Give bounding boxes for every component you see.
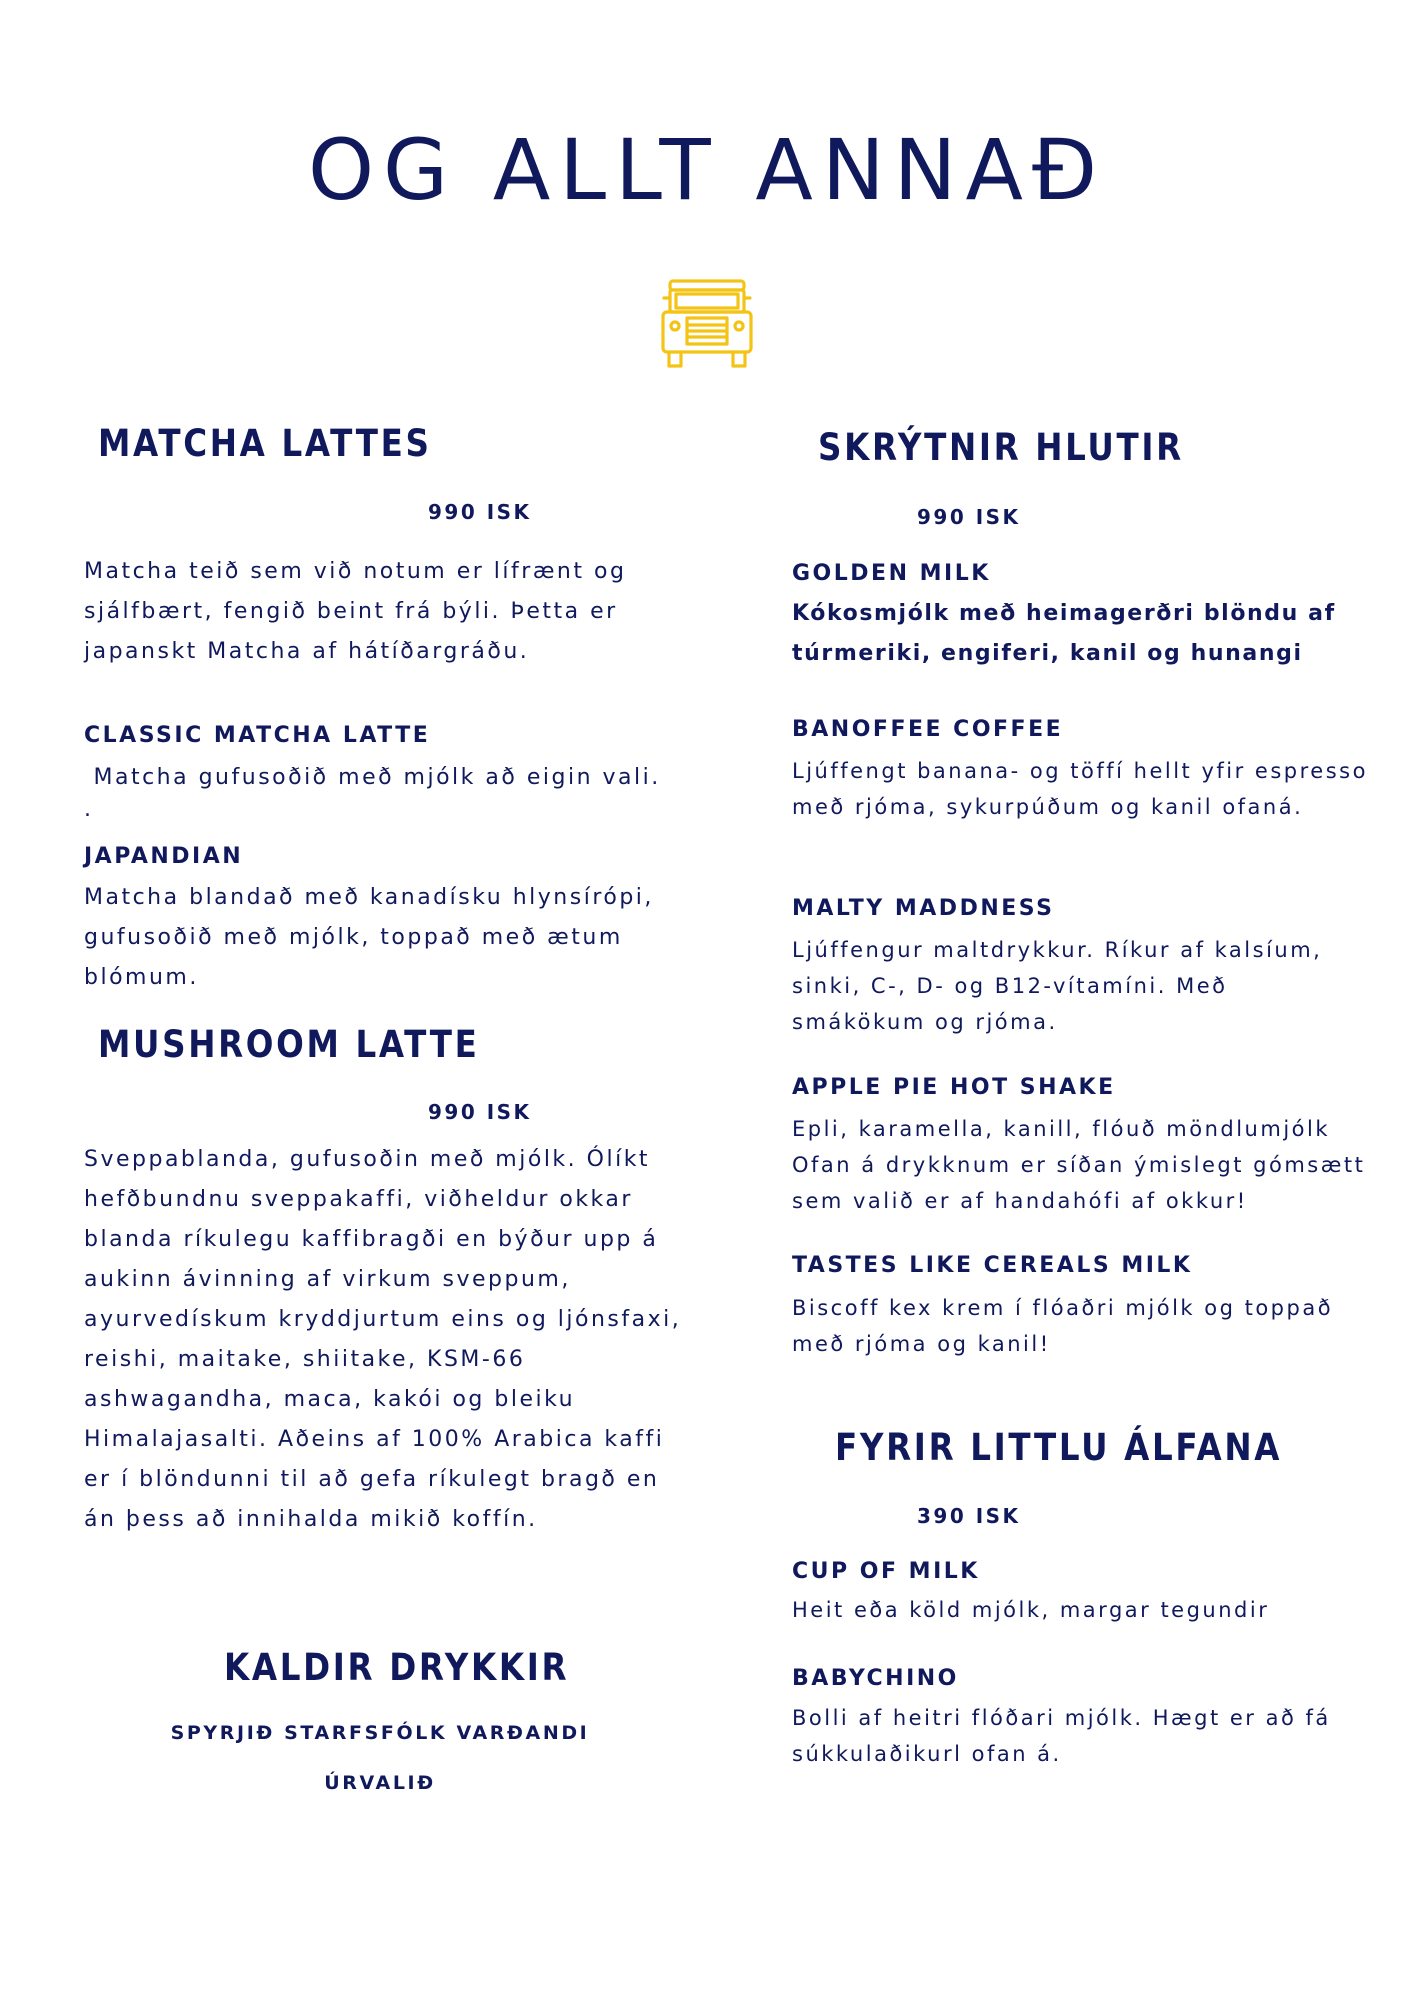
menu-item-name: BANOFFEE COFFEE — [792, 717, 1064, 742]
mushroom-desc: Sveppablanda, gufusoðin með mjólk. Ólíkt hefðbundnu sveppakaffi, viðheldur okkar blanda ríkulegu kaffibragði en býður upp á aukinn ávinning af virkum sveppum, ayurvedískum kryddjurtum eins og ljónsfaxi, reishi, maitake, shiitake, KSM-66 ashwagandha, maca, kakói og bleiku Himalajasalti. Aðeins af 100% Arabica kaffi er í blöndunni til að gefa ríkulegt bragð en án þess að innihalda mikið koffín. — [84, 1147, 682, 1532]
menu-item-name: BABYCHINO — [792, 1666, 959, 1691]
page-title: OG ALLT ANNAÐ — [307, 121, 1107, 219]
menu-item-extra: . — [84, 797, 94, 822]
skrytnir-price: 990 ISK — [917, 505, 1021, 529]
menu-item-desc: Kókosmjólk með heimagerðri blöndu af túrmeriki, engiferi, kanil og hunangi — [792, 601, 1336, 666]
alfana-price: 390 ISK — [917, 1504, 1021, 1528]
alfana-heading: FYRIR LITTLU ÁLFANA — [835, 1426, 1283, 1469]
matcha-intro: Matcha teið sem við notum er lífrænt og sjálfbært, fengið beint frá býli. Þetta er japanskt Matcha af hátíðargráðu. — [84, 559, 627, 664]
kaldir-line-1: SPYRJIÐ STARFSFÓLK VARÐANDI — [170, 1722, 590, 1744]
mushroom-heading: MUSHROOM LATTE — [98, 1023, 480, 1066]
menu-item-name: APPLE PIE HOT SHAKE — [792, 1075, 1116, 1100]
menu-item-desc: Bolli af heitri flóðari mjólk. Hægt er að fá súkkulaðikurl ofan á. — [792, 1706, 1331, 1766]
menu-item-desc: Matcha gufusoðið með mjólk að eigin vali. — [84, 765, 661, 790]
mushroom-price: 990 ISK — [428, 1100, 532, 1124]
menu-item-name: JAPANDIAN — [84, 844, 244, 869]
matcha-price: 990 ISK — [428, 500, 532, 524]
kaldir-heading: KALDIR DRYKKIR — [224, 1646, 570, 1689]
skrytnir-heading: SKRÝTNIR HLUTIR — [818, 426, 1184, 469]
menu-item-desc: Matcha blandað með kanadísku hlynsírópi, gufusoðið með mjólk, toppað með ætum blómum. — [84, 885, 654, 990]
menu-item-name: MALTY MADDNESS — [792, 896, 1055, 921]
menu-item-name: GOLDEN MILK — [792, 561, 991, 586]
menu-item-desc: Ljúffengt banana- og töffí hellt yfir espresso með rjóma, sykurpúðum og kanil ofaná. — [792, 759, 1368, 819]
menu-item-name: CUP OF MILK — [792, 1559, 980, 1584]
menu-item-desc: Ljúffengur maltdrykkur. Ríkur af kalsíum, sinki, C-, D- og B12-vítamíni. Með smákökum og rjóma. — [792, 938, 1323, 1034]
truck-icon — [660, 278, 754, 372]
menu-item-desc: Biscoff kex krem í flóaðri mjólk og toppað með rjóma og kanil! — [792, 1296, 1334, 1356]
matcha-heading: MATCHA LATTES — [98, 422, 432, 465]
menu-item-name: TASTES LIKE CEREALS MILK — [792, 1253, 1193, 1278]
menu-item-name: CLASSIC MATCHA LATTE — [84, 723, 431, 748]
kaldir-line-2: ÚRVALIÐ — [324, 1772, 436, 1794]
menu-item-desc: Heit eða köld mjólk, margar tegundir — [792, 1598, 1270, 1622]
menu-item-desc: Epli, karamella, kanill, flóuð möndlumjólk Ofan á drykknum er síðan ýmislegt gómsætt sem valið er af handahófi af okkur! — [792, 1117, 1366, 1213]
